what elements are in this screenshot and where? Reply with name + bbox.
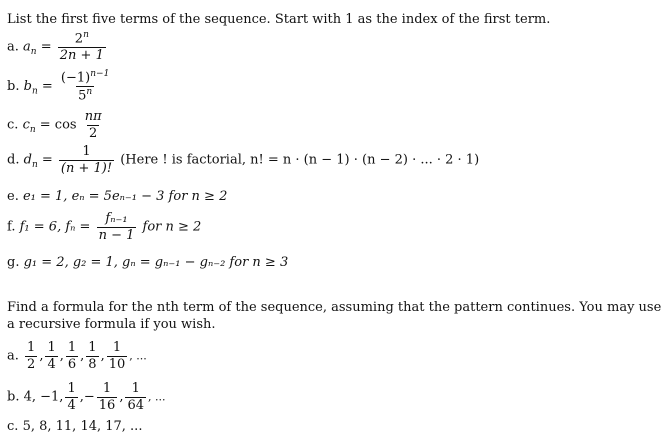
numerator: (−1) xyxy=(60,70,91,86)
fraction xyxy=(59,70,111,103)
fraction xyxy=(97,212,137,242)
denominator: n − 1 xyxy=(98,227,135,243)
denominator: 10 xyxy=(108,356,126,372)
numerator: 1 xyxy=(112,340,122,355)
item-label: f. xyxy=(7,219,16,235)
leading-terms: 4, −1, xyxy=(23,389,64,405)
numerator: 2 xyxy=(74,31,84,47)
fraction xyxy=(65,382,77,412)
instruction-2-line1: Find a formula for the nth term of the sequence, assuming that the pattern continues. You may use xyxy=(7,300,662,315)
item-text: e₁ = 1, eₙ = 5eₙ₋₁ − 3 for n ≥ 2 xyxy=(22,189,228,204)
lhs-sub: n xyxy=(31,86,38,97)
lhs: d xyxy=(23,152,32,168)
numerator: fₙ₋₁ xyxy=(105,211,128,226)
fraction xyxy=(25,341,37,371)
lhs-text: f₁ = 6, fₙ = xyxy=(19,219,91,235)
item-1e xyxy=(7,189,227,204)
denominator: 8 xyxy=(88,356,97,372)
item-label: a. xyxy=(7,39,19,55)
fraction xyxy=(66,341,78,371)
denominator: 4 xyxy=(67,397,76,413)
numerator: 1 xyxy=(27,340,36,355)
item-label: b. xyxy=(7,389,20,405)
item-2a: a. $\frac{1}{2}$ , $\frac{1}{4}$ , $\frac{1}{6}$ , $\frac{1}{8}$ , $\frac{1}{10}$ , ... xyxy=(7,340,147,372)
lhs-sub: n xyxy=(31,160,38,171)
fraction xyxy=(45,341,57,371)
ellipsis: , ... xyxy=(148,390,166,404)
fraction xyxy=(97,382,118,412)
factorial-note: (Here ! is factorial, n! = n · (n − 1) · (n − 2) · ... · 2 · 1) xyxy=(120,152,480,168)
denominator: 2n + 1 xyxy=(59,47,104,63)
item-1d xyxy=(7,145,479,175)
denominator: (n + 1)! xyxy=(60,160,113,176)
equals: = xyxy=(40,39,52,55)
denominator: 2 xyxy=(89,125,98,141)
denominator: 2 xyxy=(27,356,36,372)
lhs: c xyxy=(22,117,30,133)
item-2c xyxy=(7,419,142,434)
item-label: c. xyxy=(7,117,19,133)
fraction xyxy=(125,382,146,412)
denominator: 4 xyxy=(47,356,56,372)
instruction-2-line2: a recursive formula if you wish. xyxy=(7,317,216,332)
equals: = xyxy=(41,78,53,94)
numerator: 1 xyxy=(102,381,112,396)
lhs: b xyxy=(23,78,32,94)
denominator: 6 xyxy=(67,356,77,372)
lhs: a xyxy=(23,39,31,55)
item-label: g. xyxy=(7,255,20,270)
numerator: 1 xyxy=(88,340,97,355)
item-1b xyxy=(7,70,113,103)
equals-cos: = cos xyxy=(39,117,77,133)
item-1f xyxy=(7,212,201,242)
numerator: 1 xyxy=(67,381,76,396)
ellipsis: , ... xyxy=(129,349,147,363)
fraction xyxy=(83,110,104,140)
fraction xyxy=(107,341,128,371)
item-label: c. xyxy=(7,419,19,434)
numerator: nπ xyxy=(84,109,102,124)
item-label: d. xyxy=(7,152,20,168)
denominator: 64 xyxy=(127,397,145,413)
numerator-sup: n−1 xyxy=(90,69,110,79)
fraction xyxy=(58,31,106,63)
item-1c xyxy=(7,110,106,140)
denominator: 5 xyxy=(78,88,87,104)
numerator: 1 xyxy=(131,381,140,396)
denominator: 16 xyxy=(98,397,116,413)
instruction-1: List the first five terms of the sequence. Start with 1 as the index of the first term. xyxy=(7,12,551,27)
condition: for n ≥ 2 xyxy=(142,219,202,235)
numerator: 1 xyxy=(67,340,77,355)
item-1a xyxy=(7,31,108,63)
equals: = xyxy=(41,152,53,168)
minus-sign: − xyxy=(83,389,95,405)
lhs-sub: n xyxy=(30,46,37,57)
item-text: 5, 8, 11, 14, 17, ... xyxy=(22,419,143,434)
fraction xyxy=(59,145,114,175)
fraction xyxy=(86,341,98,371)
item-label: a. xyxy=(7,348,19,364)
numerator: 1 xyxy=(47,340,56,355)
lhs-sub: n xyxy=(29,125,36,136)
item-label: b. xyxy=(7,78,20,94)
denominator-sup: n xyxy=(86,86,93,97)
item-label: e. xyxy=(7,189,19,204)
item-2b: b. 4, −1, $\frac{1}{4}$ ,− $\frac{1}{16}$ , $\frac{1}{64}$ , ... xyxy=(7,381,166,413)
numerator: 1 xyxy=(82,144,91,159)
numerator-sup: n xyxy=(83,30,89,40)
item-text: g₁ = 2, g₂ = 1, gₙ = gₙ₋₁ − gₙ₋₂ for n ≥ 3 xyxy=(23,255,289,270)
item-1g xyxy=(7,255,288,270)
